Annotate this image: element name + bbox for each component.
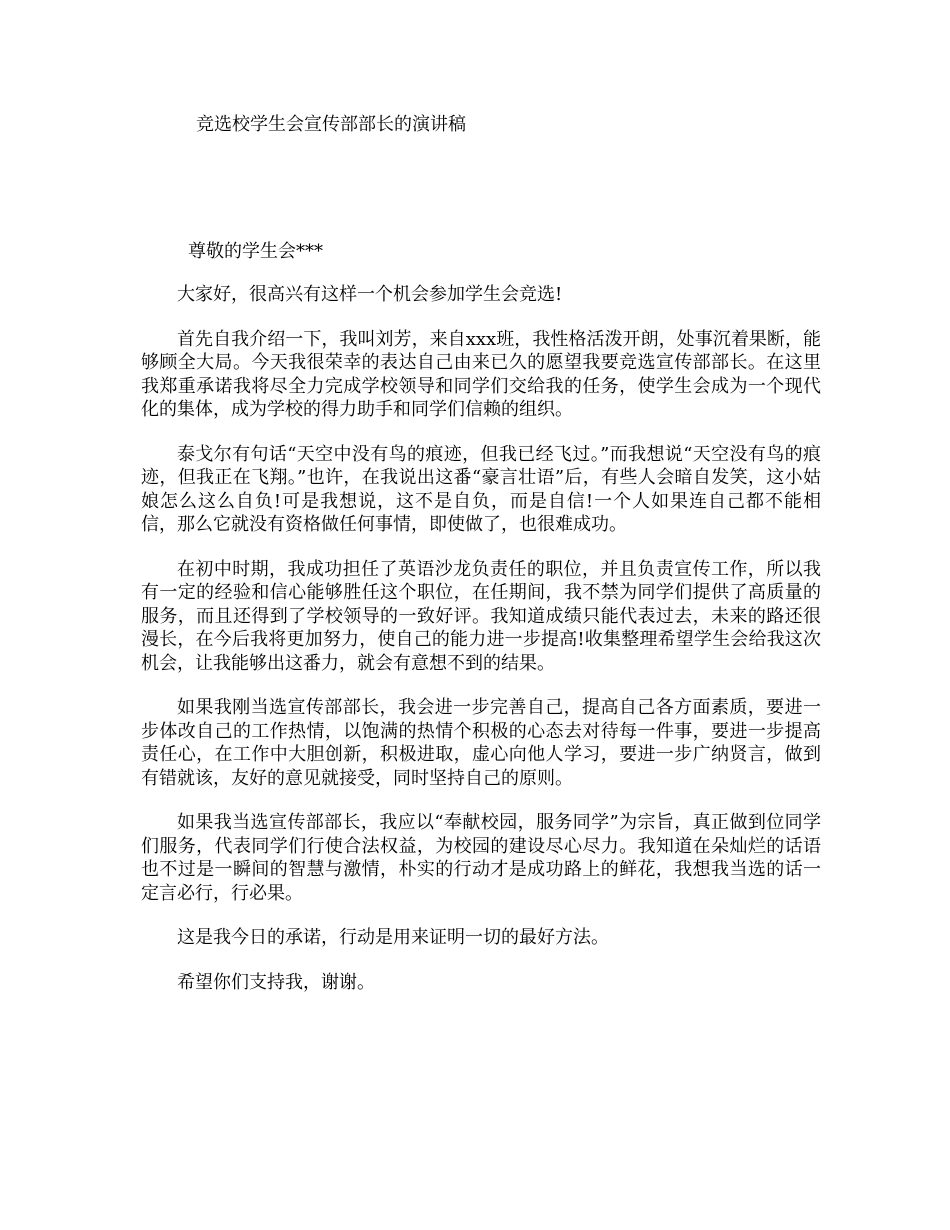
paragraph-closing: 希望你们支持我，谢谢。 — [177, 971, 375, 993]
paragraph-purpose: 如果我当选宣传部部长，我应以“奉献校园，服务同学”为宗旨，真正做到位同学们服务，代表同学们行使合法权益，为校园的建设尽心尽力。我知道在朵灿烂的话语也不过是一瞬间的智慧与激情，朴实的行动才是成功路上的鲜花，我想我当选的话一定言必行，行必果。 — [141, 812, 821, 904]
salutation: 尊敬的学生会*** — [188, 241, 323, 262]
document-title: 竞选校学生会宣传部部长的演讲稿 — [196, 114, 466, 135]
paragraph-tagore-quote: 泰戈尔有句话“天空中没有鸟的痕迹，但我已经飞过。”而我想说“天空没有鸟的痕迹，但我正在飞翔。”也许，在我说出这番“豪言壮语”后，有些人会暗自发笑，这小姑娘怎么这么自负!可是我想说，这不是自负，而是自信!一个人如果连自己都不能相信，那么它就没有资格做任何事情，即使做了，也很难成功。 — [141, 443, 821, 535]
paragraph-experience: 在初中时期，我成功担任了英语沙龙负责任的职位，并且负责宣传工作，所以我有一定的经验和信心能够胜任这个职位，在任期间，我不禁为同学们提供了高质量的服务，而且还得到了学校领导的一致好评。我知道成绩只能代表过去，未来的路还很漫长，在今后我将更加努力，使自己的能力进一步提高!收集整理希望学生会给我这次机会，让我能够出这番力，就会有意想不到的结果。 — [141, 558, 821, 674]
paragraph-greeting: 大家好，很高兴有这样一个机会参加学生会竞选! — [177, 284, 563, 305]
paragraph-self-introduction: 首先自我介绍一下，我叫刘芳，来自xxx班，我性格活泼开朗，处事沉着果断，能够顾全大局。今天我很荣幸的表达自己由来已久的愿望我要竞选宣传部部长。在这里我郑重承诺我将尽全力完成学校领导和同学们交给我的任务，使学生会成为一个现代化的集体，成为学校的得力助手和同学们信赖的组织。 — [141, 328, 821, 420]
document-body — [141, 283, 821, 1015]
paragraph-promise: 这是我今日的承诺，行动是用来证明一切的最好方法。 — [177, 927, 609, 948]
paragraph-plans: 如果我刚当选宣传部部长，我会进一步完善自己，提高自己各方面素质，要进一步体改自己的工作热情，以饱满的热情个积极的心态去对待每一件事，要进一步提高责任心，在工作中大胆创新，积极进取，虚心向他人学习，要进一步广纳贤言，做到有错就该，友好的意见就接受，同时坚持自己的原则。 — [141, 697, 821, 789]
